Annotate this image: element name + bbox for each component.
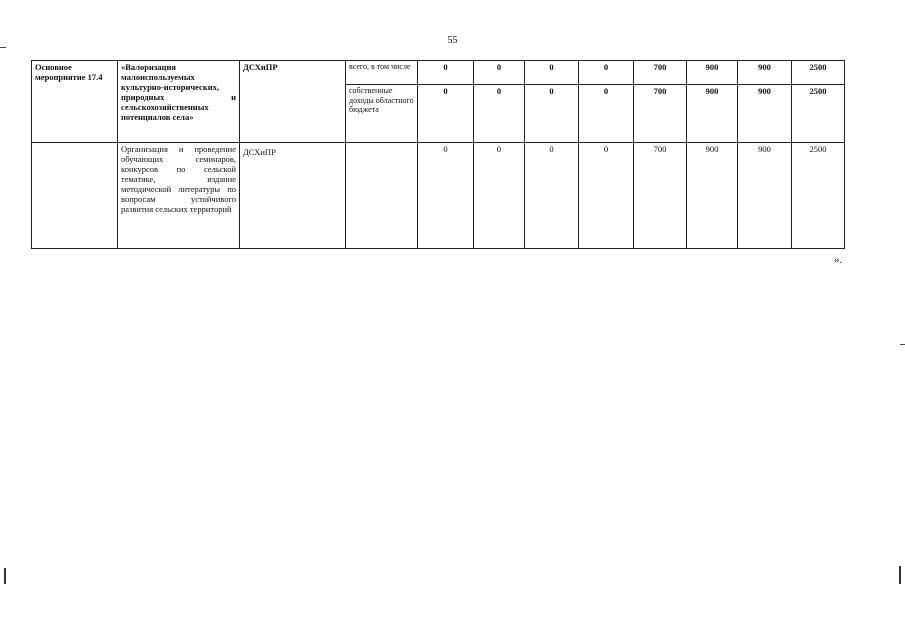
value-cell: 2500 <box>792 85 845 143</box>
value-cell: 0 <box>474 61 525 85</box>
activity-title-cell: «Валоризация малоиспользуемых культурно-исторических, природных и сельскохозяйственных потенциалов села» <box>118 61 240 143</box>
value-cell: 900 <box>738 61 792 85</box>
value-cell: 0 <box>418 143 474 249</box>
executor-cell: ДСХиПР <box>240 61 346 143</box>
funding-source-cell: собственные доходы областного бюджета <box>346 85 418 143</box>
value-cell: 0 <box>579 61 634 85</box>
value-cell: 0 <box>579 85 634 143</box>
value-cell: 900 <box>687 85 738 143</box>
value-cell: 0 <box>525 85 579 143</box>
value-cell: 0 <box>418 85 474 143</box>
value-cell: 700 <box>634 85 687 143</box>
scan-edge-mark-left <box>4 568 6 584</box>
value-cell: 0 <box>474 143 525 249</box>
funding-source-cell <box>346 143 418 249</box>
budget-table <box>31 60 845 249</box>
value-cell: 0 <box>525 61 579 85</box>
value-cell: 700 <box>634 61 687 85</box>
page-number: 55 <box>447 35 458 46</box>
activity-cell: Основное мероприятие 17.4 <box>32 61 118 143</box>
value-cell: 900 <box>687 143 738 249</box>
funding-source-cell: всего, в том числе <box>346 61 418 85</box>
value-cell: 900 <box>738 85 792 143</box>
table-row <box>32 143 845 249</box>
value-cell: 900 <box>687 61 738 85</box>
value-cell: 2500 <box>792 143 845 249</box>
value-cell: 0 <box>474 85 525 143</box>
value-cell: 0 <box>418 61 474 85</box>
value-cell: 0 <box>579 143 634 249</box>
value-cell: 2500 <box>792 61 845 85</box>
activity-title-cell: Организация и проведение обучающих семинаров, конкурсов по сельской тематике, издание методической литературы по вопросам устойчивого развития сельских территорий <box>118 143 240 249</box>
scan-edge-dash-right <box>900 344 905 345</box>
closing-quote-mark: ». <box>834 254 843 266</box>
scan-edge-dash-left <box>0 47 6 48</box>
value-cell: 0 <box>525 143 579 249</box>
value-cell: 900 <box>738 143 792 249</box>
activity-cell <box>32 143 118 249</box>
table-row <box>32 61 845 85</box>
value-cell: 700 <box>634 143 687 249</box>
executor-cell: ДСХиПР <box>240 143 346 249</box>
scan-edge-mark-right <box>899 566 901 584</box>
